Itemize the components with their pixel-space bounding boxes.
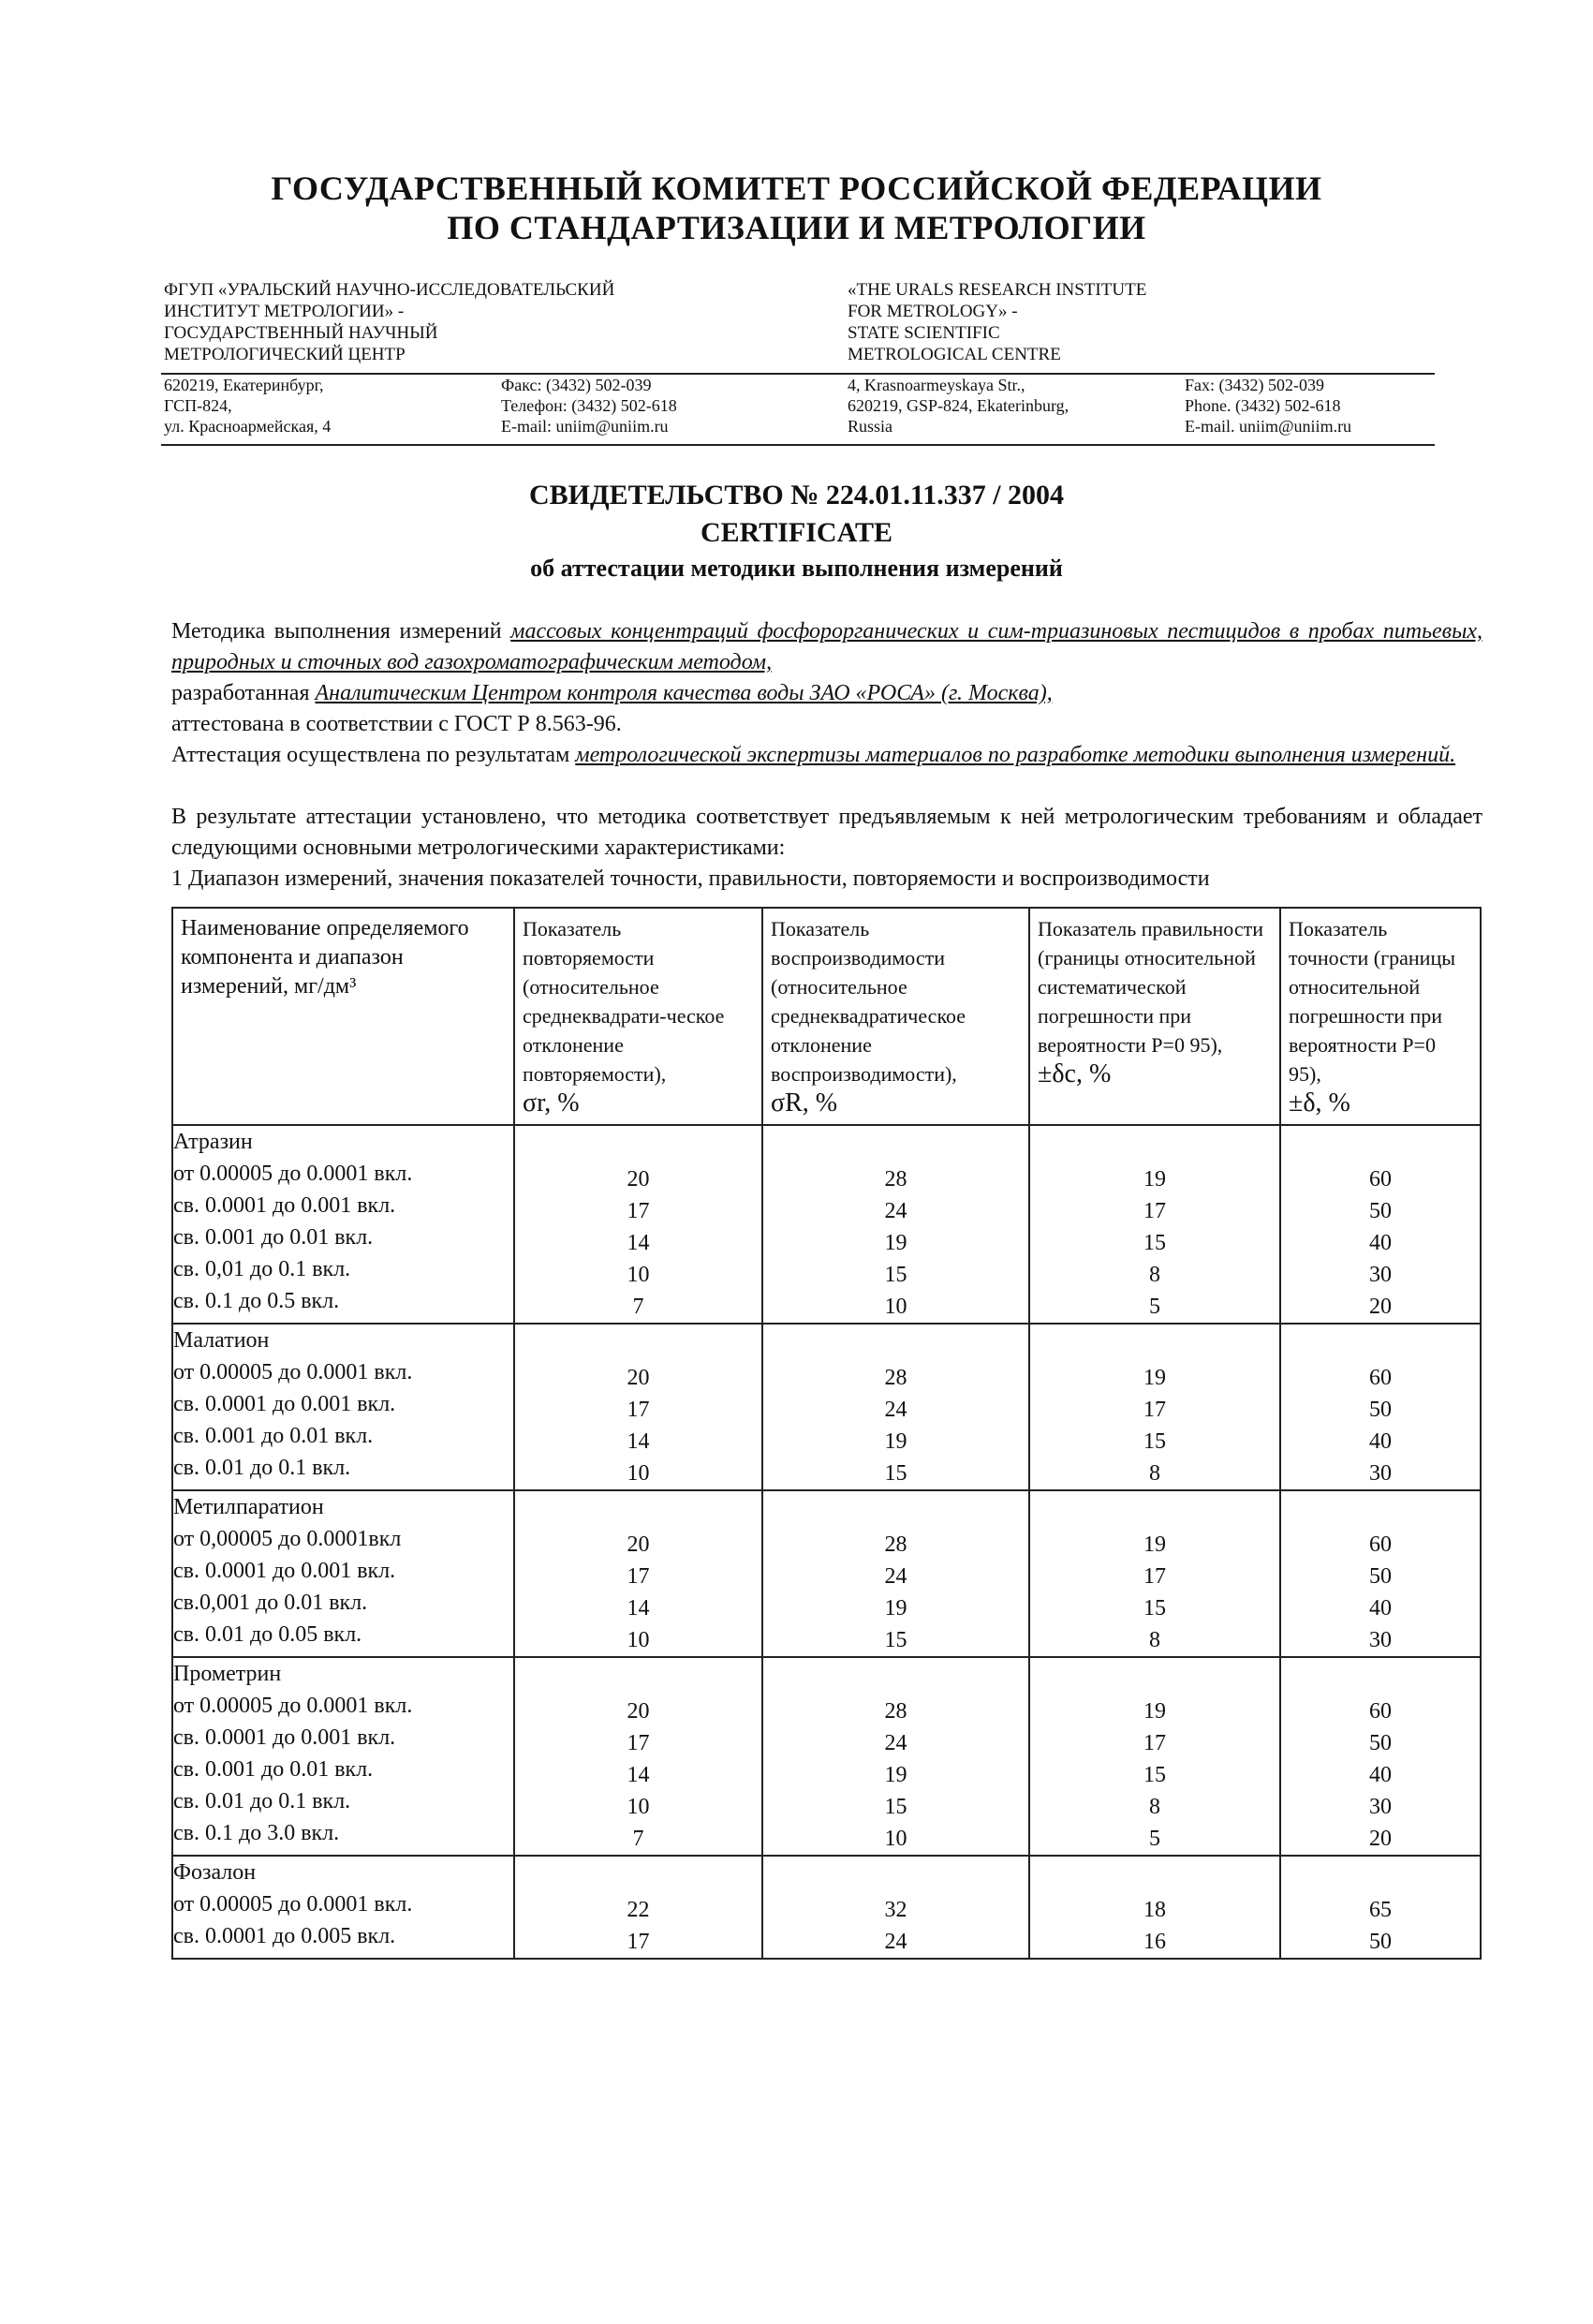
- header-trueness: [1029, 908, 1280, 1125]
- value-cell-repeatability: [514, 1657, 762, 1856]
- value-trueness: 19: [1143, 1532, 1166, 1557]
- value-trueness: 5: [1149, 1295, 1160, 1319]
- range-label: св. 0.01 до 0.1 вкл.: [173, 1456, 351, 1480]
- header-text: Показатель повторяемости (относительное среднеквадрати-ческое отклонение повторяемости),: [523, 917, 725, 1086]
- value-accuracy: 50: [1369, 1199, 1392, 1223]
- value-repeatability: 14: [627, 1596, 650, 1621]
- value-cell-repeatability: [514, 1490, 762, 1657]
- range-label: св.0,001 до 0.01 вкл.: [173, 1591, 368, 1615]
- value-accuracy: 40: [1369, 1429, 1392, 1454]
- value-accuracy: 30: [1369, 1263, 1392, 1287]
- phone-line: Phone. (3432) 502-618: [1185, 396, 1341, 415]
- value-cell-reproducibility: [762, 1856, 1029, 1959]
- address-line: 620219, GSP-824, Ekaterinburg,: [848, 396, 1069, 415]
- paragraph-text: Аттестация осуществлена по результатам: [171, 743, 576, 767]
- range-label: от 0.00005 до 0.0001 вкл.: [173, 1694, 413, 1718]
- value-reproducibility: 19: [884, 1231, 907, 1255]
- value-trueness: 8: [1149, 1795, 1160, 1819]
- range-label: от 0.00005 до 0.0001 вкл.: [173, 1892, 413, 1917]
- certificate-title-en: CERTIFICATE: [700, 517, 893, 548]
- header-reproducibility: [762, 908, 1029, 1125]
- value-reproducibility: 24: [884, 1731, 907, 1755]
- value-reproducibility: 15: [884, 1795, 907, 1819]
- value-cell-repeatability: [514, 1856, 762, 1959]
- header-accuracy: [1280, 908, 1481, 1125]
- table-group-row: [172, 1490, 1481, 1657]
- value-cell-repeatability: [514, 1125, 762, 1324]
- range-label: св. 0.01 до 0.1 вкл.: [173, 1789, 351, 1813]
- paragraph-gost: аттестована в соответствии с ГОСТ Р 8.563-96.: [171, 712, 622, 736]
- value-cell-reproducibility: [762, 1125, 1029, 1324]
- value-reproducibility: 15: [884, 1628, 907, 1652]
- org-en-line: STATE SCIENTIFIC: [848, 323, 1000, 343]
- org-name-en: [848, 279, 1372, 365]
- value-cell-repeatability: [514, 1324, 762, 1490]
- value-accuracy: 30: [1369, 1628, 1392, 1652]
- range-label: св. 0.0001 до 0.001 вкл.: [173, 1392, 396, 1416]
- value-repeatability: 10: [627, 1795, 650, 1819]
- value-trueness: 8: [1149, 1263, 1160, 1287]
- value-reproducibility: 19: [884, 1763, 907, 1787]
- header-text: Показатель воспроизводимости (относительное среднеквадратическое отклонение воспроизводимости),: [771, 917, 966, 1086]
- range-label: св. 0.0001 до 0.001 вкл.: [173, 1193, 396, 1218]
- certificate-subtitle: об аттестации методики выполнения измерений: [530, 555, 1063, 582]
- value-trueness: 15: [1143, 1429, 1166, 1454]
- range-label: св. 0.1 до 3.0 вкл.: [173, 1821, 340, 1845]
- value-cell-trueness: [1029, 1324, 1280, 1490]
- value-trueness: 15: [1143, 1763, 1166, 1787]
- component-name: Атразин: [173, 1130, 253, 1154]
- component-name: Малатион: [173, 1328, 270, 1353]
- fax-line: Факс: (3432) 502-039: [501, 376, 652, 394]
- value-reproducibility: 28: [884, 1532, 907, 1557]
- address-line: 4, Krasnoarmeyskaya Str.,: [848, 376, 1025, 394]
- value-cell-accuracy: [1280, 1856, 1481, 1959]
- committee-title-line1: ГОСУДАРСТВЕННЫЙ КОМИТЕТ РОССИЙСКОЙ ФЕДЕРАЦИИ: [271, 170, 1322, 207]
- org-ru-line: ГОСУДАРСТВЕННЫЙ НАУЧНЫЙ: [164, 323, 438, 343]
- header-text: Показатель правильности (границы относительной систематической погрешности при вероятности Р=0 95),: [1038, 917, 1263, 1057]
- value-reproducibility: 28: [884, 1699, 907, 1724]
- value-accuracy: 40: [1369, 1763, 1392, 1787]
- paragraph-developer: [171, 678, 1482, 709]
- header-text: Показатель точности (границы относительной погрешности при вероятности Р=0 95),: [1289, 917, 1456, 1086]
- address-line: ГСП-824,: [164, 396, 232, 415]
- paragraph-result: В результате аттестации установлено, что методика соответствует предъявляемым к ней метрологическим требованиям и обладает следующими основными метрологическими характеристиками:: [171, 805, 1482, 860]
- org-en-line: METROLOGICAL CENTRE: [848, 345, 1061, 364]
- component-cell: [172, 1856, 514, 1959]
- value-trueness: 8: [1149, 1461, 1160, 1486]
- range-label: св. 0,01 до 0.1 вкл.: [173, 1257, 351, 1281]
- org-ru-line: ФГУП «УРАЛЬСКИЙ НАУЧНО-ИССЛЕДОВАТЕЛЬСКИЙ: [164, 280, 615, 300]
- value-trueness: 15: [1143, 1596, 1166, 1621]
- table-group-row: [172, 1324, 1481, 1490]
- attestation-basis-underlined: метрологической экспертизы материалов по разработке методики выполнения измерений.: [575, 743, 1456, 767]
- value-trueness: 19: [1143, 1167, 1166, 1192]
- header-symbol: σR, %: [771, 1088, 838, 1118]
- table-body: [172, 1125, 1481, 1959]
- certificate-title-ru: СВИДЕТЕЛЬСТВО № 224.01.11.337 / 2004: [528, 480, 1065, 511]
- committee-title-line2: ПО СТАНДАРТИЗАЦИИ И МЕТРОЛОГИИ: [447, 209, 1146, 246]
- value-repeatability: 7: [632, 1827, 644, 1851]
- table-group-row: [172, 1657, 1481, 1856]
- value-repeatability: 14: [627, 1763, 650, 1787]
- value-reproducibility: 24: [884, 1199, 907, 1223]
- header-symbol: ±δ, %: [1289, 1088, 1350, 1118]
- org-en-line: FOR METROLOGY» -: [848, 302, 1018, 321]
- value-trueness: 17: [1143, 1398, 1166, 1422]
- value-accuracy: 30: [1369, 1795, 1392, 1819]
- value-repeatability: 14: [627, 1429, 650, 1454]
- paragraph-text: разработанная: [171, 681, 316, 705]
- value-cell-trueness: [1029, 1125, 1280, 1324]
- value-repeatability: 20: [627, 1532, 650, 1557]
- address-line: ул. Красноармейская, 4: [164, 417, 332, 436]
- value-reproducibility: 28: [884, 1366, 907, 1390]
- value-accuracy: 40: [1369, 1231, 1392, 1255]
- value-reproducibility: 24: [884, 1930, 907, 1954]
- value-repeatability: 10: [627, 1628, 650, 1652]
- table-group-row: [172, 1856, 1481, 1959]
- value-cell-accuracy: [1280, 1490, 1481, 1657]
- header-text: Наименование определяемого компонента и диапазон измерений, мг/дм³: [181, 916, 469, 999]
- value-reproducibility: 24: [884, 1564, 907, 1589]
- value-accuracy: 50: [1369, 1564, 1392, 1589]
- range-label: св. 0.001 до 0.01 вкл.: [173, 1225, 374, 1250]
- range-label: св. 0.0001 до 0.001 вкл.: [173, 1725, 396, 1750]
- value-accuracy: 40: [1369, 1596, 1392, 1621]
- value-repeatability: 20: [627, 1167, 650, 1192]
- address-en: [848, 375, 1069, 437]
- fax-line: Fax: (3432) 502-039: [1185, 376, 1324, 394]
- phone-line: Телефон: (3432) 502-618: [501, 396, 677, 415]
- value-trueness: 17: [1143, 1731, 1166, 1755]
- value-cell-trueness: [1029, 1856, 1280, 1959]
- value-trueness: 16: [1143, 1930, 1166, 1954]
- characteristics-table: [171, 907, 1482, 1960]
- value-reproducibility: 24: [884, 1398, 907, 1422]
- value-accuracy: 60: [1369, 1366, 1392, 1390]
- value-reproducibility: 15: [884, 1461, 907, 1486]
- address-line: Russia: [848, 417, 893, 436]
- header-symbol: σr, %: [523, 1088, 580, 1118]
- value-repeatability: 17: [627, 1564, 650, 1589]
- value-accuracy: 50: [1369, 1398, 1392, 1422]
- value-trueness: 19: [1143, 1366, 1166, 1390]
- header-component: [172, 908, 514, 1125]
- method-name-underlined: массовых концентраций фосфорорганических и сим-триазиновых пестицидов в пробах питьевых, природных и сточных вод газохроматографическим методом,: [171, 619, 1482, 674]
- component-name: Фозалон: [173, 1860, 257, 1885]
- value-trueness: 15: [1143, 1231, 1166, 1255]
- value-accuracy: 65: [1369, 1898, 1392, 1922]
- paragraph-text: Методика выполнения измерений: [171, 619, 511, 644]
- value-repeatability: 10: [627, 1461, 650, 1486]
- value-reproducibility: 19: [884, 1429, 907, 1454]
- value-repeatability: 10: [627, 1263, 650, 1287]
- value-repeatability: 14: [627, 1231, 650, 1255]
- header-symbol: ±δc, %: [1038, 1059, 1112, 1088]
- range-label: от 0.00005 до 0.0001 вкл.: [173, 1360, 413, 1384]
- value-trueness: 19: [1143, 1699, 1166, 1724]
- value-repeatability: 17: [627, 1398, 650, 1422]
- value-accuracy: 60: [1369, 1167, 1392, 1192]
- value-accuracy: 20: [1369, 1295, 1392, 1319]
- value-trueness: 5: [1149, 1827, 1160, 1851]
- value-reproducibility: 10: [884, 1827, 907, 1851]
- value-accuracy: 60: [1369, 1699, 1392, 1724]
- value-repeatability: 17: [627, 1731, 650, 1755]
- value-reproducibility: 28: [884, 1167, 907, 1192]
- header-divider-bottom: [161, 444, 1435, 446]
- value-cell-accuracy: [1280, 1657, 1481, 1856]
- range-label: от 0,00005 до 0.0001вкл: [173, 1527, 402, 1551]
- value-cell-trueness: [1029, 1657, 1280, 1856]
- value-accuracy: 60: [1369, 1532, 1392, 1557]
- value-reproducibility: 15: [884, 1263, 907, 1287]
- value-trueness: 8: [1149, 1628, 1160, 1652]
- range-label: от 0.00005 до 0.0001 вкл.: [173, 1162, 413, 1186]
- section-heading-1: 1 Диапазон измерений, значения показателей точности, правильности, повторяемости и воспроизводимости: [171, 866, 1210, 891]
- value-cell-reproducibility: [762, 1490, 1029, 1657]
- value-repeatability: 20: [627, 1699, 650, 1724]
- paragraph-attestation: [171, 740, 1482, 771]
- org-name-ru: [164, 279, 726, 365]
- component-cell: [172, 1657, 514, 1856]
- value-accuracy: 50: [1369, 1731, 1392, 1755]
- value-repeatability: 17: [627, 1199, 650, 1223]
- value-cell-accuracy: [1280, 1125, 1481, 1324]
- value-repeatability: 22: [627, 1898, 650, 1922]
- component-cell: [172, 1490, 514, 1657]
- component-name: Прометрин: [173, 1662, 282, 1686]
- range-label: св. 0.001 до 0.01 вкл.: [173, 1424, 374, 1448]
- value-trueness: 17: [1143, 1199, 1166, 1223]
- value-cell-accuracy: [1280, 1324, 1481, 1490]
- org-ru-line: ИНСТИТУТ МЕТРОЛОГИИ» -: [164, 302, 405, 321]
- email-line: E-mail: uniim@uniim.ru: [501, 417, 669, 436]
- value-accuracy: 50: [1369, 1930, 1392, 1954]
- value-accuracy: 20: [1369, 1827, 1392, 1851]
- range-label: св. 0.1 до 0.5 вкл.: [173, 1289, 340, 1313]
- range-label: св. 0.001 до 0.01 вкл.: [173, 1757, 374, 1782]
- org-ru-line: МЕТРОЛОГИЧЕСКИЙ ЦЕНТР: [164, 345, 406, 364]
- value-reproducibility: 19: [884, 1596, 907, 1621]
- phones-en: [1185, 375, 1351, 437]
- component-name: Метилпаратион: [173, 1495, 324, 1519]
- value-cell-reproducibility: [762, 1657, 1029, 1856]
- range-label: св. 0.0001 до 0.001 вкл.: [173, 1559, 396, 1583]
- table-group-row: [172, 1125, 1481, 1324]
- component-cell: [172, 1324, 514, 1490]
- value-cell-reproducibility: [762, 1324, 1029, 1490]
- email-line: E-mail. uniim@uniim.ru: [1185, 417, 1352, 436]
- value-repeatability: 17: [627, 1930, 650, 1954]
- table-header-row: [172, 908, 1481, 1125]
- value-accuracy: 30: [1369, 1461, 1392, 1486]
- developer-underlined: Аналитическим Центром контроля качества воды ЗАО «РОСА» (г. Москва),: [315, 681, 1053, 705]
- range-label: св. 0.0001 до 0.005 вкл.: [173, 1924, 396, 1948]
- component-cell: [172, 1125, 514, 1324]
- value-repeatability: 7: [632, 1295, 644, 1319]
- phones-ru: [501, 375, 677, 437]
- address-ru: [164, 375, 331, 437]
- value-trueness: 18: [1143, 1898, 1166, 1922]
- range-label: св. 0.01 до 0.05 вкл.: [173, 1622, 362, 1647]
- value-trueness: 17: [1143, 1564, 1166, 1589]
- value-reproducibility: 32: [884, 1898, 907, 1922]
- address-line: 620219, Екатеринбург,: [164, 376, 324, 394]
- value-repeatability: 20: [627, 1366, 650, 1390]
- header-repeatability: [514, 908, 762, 1125]
- value-cell-trueness: [1029, 1490, 1280, 1657]
- paragraph-method: [171, 616, 1482, 678]
- value-reproducibility: 10: [884, 1295, 907, 1319]
- org-en-line: «THE URALS RESEARCH INSTITUTE: [848, 280, 1147, 300]
